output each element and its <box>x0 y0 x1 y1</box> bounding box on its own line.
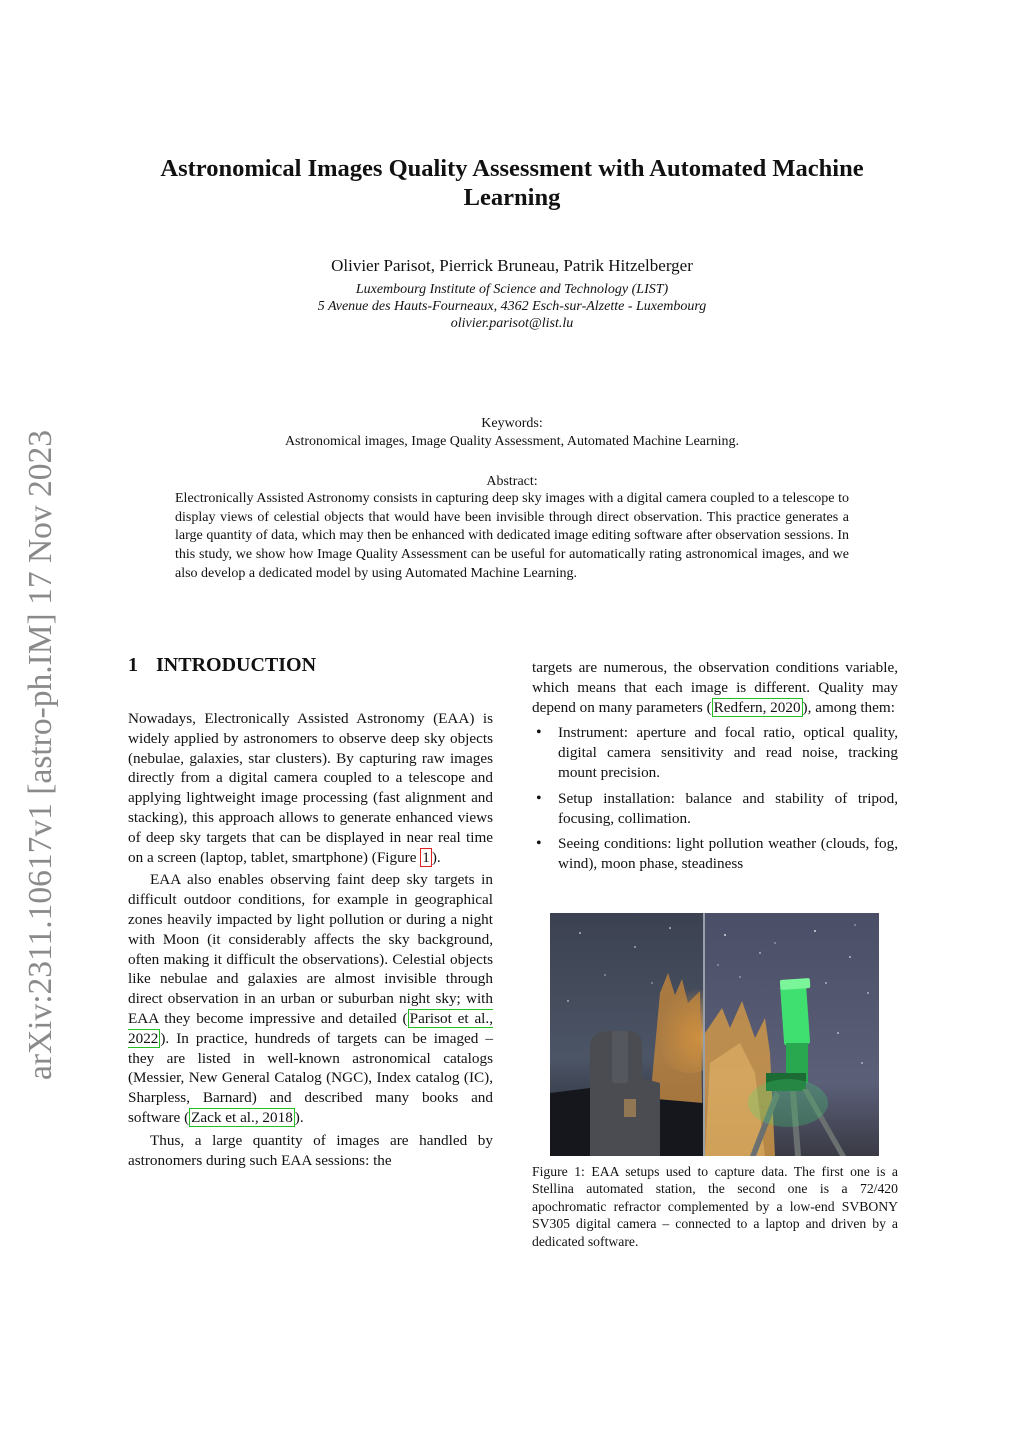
keywords-label: Keywords: <box>481 416 543 431</box>
section-number: 1 <box>128 654 138 676</box>
figure-reference-link[interactable]: 1 <box>422 848 430 866</box>
paper-title: Astronomical Images Quality Assessment with Automated Machine Learning <box>160 155 864 211</box>
author-list: Olivier Parisot, Pierrick Bruneau, Patrik Hitzelberger <box>331 256 693 275</box>
paragraph-text: EAA also enables observing faint deep sky targets in difficult outdoor conditions, for example in geographical zones heavily impacted by light pollution or during a night with Moon (it considerably affects the sky background, often making it difficult the observations). Celestial objects like nebulae and galaxies are almost invisible through direct observation in an urban or suburban night sky; with EAA they become impressive and detailed ( <box>128 871 493 1027</box>
address: 5 Avenue des Hauts-Fourneaux, 4362 Esch-sur-Alzette - Luxembourg <box>317 299 707 314</box>
intro-paragraph-4 <box>532 658 898 717</box>
figure-caption: Figure 1: EAA setups used to capture data. The first one is a Stellina automated station, the second one is a 72/420 apochromatic refractor complemented by a low-end SVBONY SV305 digital camera – connected to a laptop and driven by a dedicated software. <box>532 1164 898 1249</box>
citation-link-redfern[interactable]: Redfern, 2020 <box>713 698 801 716</box>
right-photo-refractor <box>705 913 879 1156</box>
citation-link-zack[interactable]: Zack et al., 2018 <box>191 1108 293 1126</box>
section-title: INTRODUCTION <box>156 654 317 676</box>
list-item: • Setup installation: balance and stability of tripod, focusing, collimation. <box>532 789 898 829</box>
photo-divider <box>703 913 705 1156</box>
paragraph-text: ), among them: <box>802 698 895 716</box>
paragraph-text: targets are numerous, the observation conditions variable, which means that each image is different. Quality may depend on many parameters ( <box>532 659 898 716</box>
intro-paragraph-2 <box>128 870 493 1127</box>
paragraph-text: Nowadays, Electronically Assisted Astronomy (EAA) is widely applied by astronomers to observe deep sky objects (nebulae, galaxies, star clusters). By capturing raw images directly from a digital camera coupled to a telescope and applying lightweight image processing (fast alignment and stacking), this approach allows to generate enhanced views of deep sky targets that can be displayed in near real time on a screen (laptop, tablet, smartphone) (Figure <box>128 710 493 866</box>
arxiv-identifier: arXiv:2311.10617v1 [astro-ph.IM] 17 Nov 2023 <box>22 429 59 1081</box>
list-item: • Seeing conditions: light pollution weather (clouds, fog, wind), moon phase, steadiness <box>532 834 898 874</box>
email: olivier.parisot@list.lu <box>450 316 574 331</box>
intro-paragraph-3: Thus, a large quantity of images are handled by astronomers during such EAA sessions: the <box>128 1131 493 1169</box>
paragraph-text: ). <box>294 1108 304 1126</box>
institution: Luxembourg Institute of Science and Technology (LIST) <box>355 282 669 297</box>
keywords-text: Astronomical images, Image Quality Assessment, Automated Machine Learning. <box>284 434 740 449</box>
citation-link-parisot[interactable]: Parisot et al., 2022 <box>128 1009 493 1047</box>
intro-paragraph-1 <box>128 709 493 867</box>
parameter-list <box>532 723 898 874</box>
figure-1-photo <box>550 913 879 1156</box>
right-column <box>532 658 898 880</box>
section-heading <box>128 654 316 677</box>
list-item: • Instrument: aperture and focal ratio, optical quality, digital camera sensitivity and read noise, tracking mount precision. <box>532 723 898 782</box>
affiliation-block <box>130 281 894 332</box>
abstract-text: Electronically Assisted Astronomy consists in capturing deep sky images with a digital camera coupled to a telescope to display views of celestial objects that would have been invisible through direct observation. This practice generates a large quantity of data, which may then be enhanced with dedicated image editing software after observation sessions. In this study, we show how Image Quality Assessment can be useful for automatically rating astronomical images, and we also develop a dedicated model by using Automated Machine Learning. <box>175 491 849 581</box>
left-column <box>128 709 493 1170</box>
paragraph-text: ). <box>431 848 441 866</box>
arxiv-sidebar-stamp <box>14 410 68 1100</box>
abstract-label: Abstract: <box>486 474 538 489</box>
paragraph-text: ). In practice, hundreds of targets can be imaged – they are listed in well-known astronomical catalogs (Messier, New General Catalog (NGC), Index catalog (IC), Sharpless, Barnard) and described many books and software ( <box>128 1029 493 1126</box>
